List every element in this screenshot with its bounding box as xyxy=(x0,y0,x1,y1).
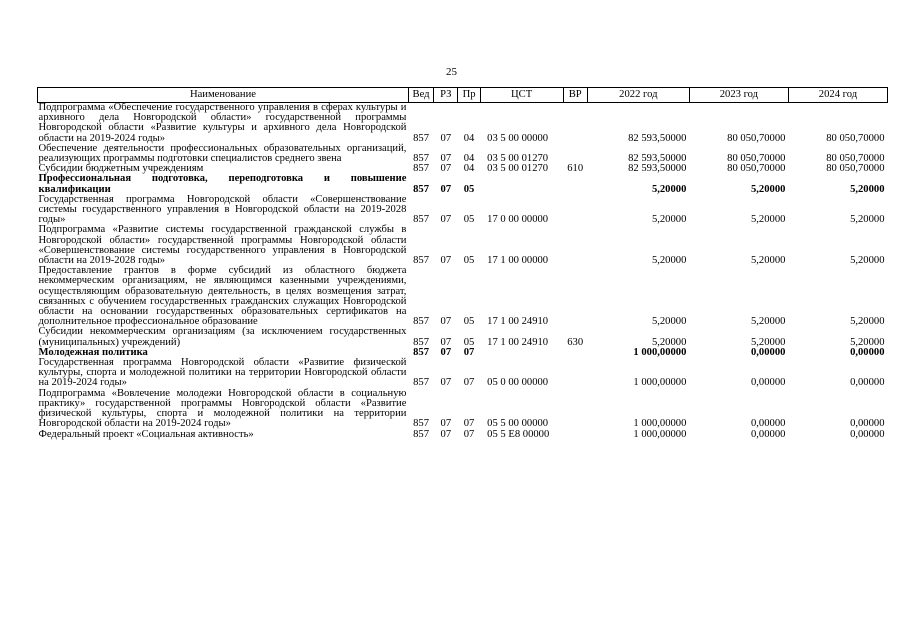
budget-table xyxy=(37,87,888,440)
cell-vr xyxy=(563,174,587,194)
cell-2023: 5,20000 xyxy=(750,255,786,267)
cell-name: Предоставление грантов в форме субсидий из областного бюджета некоммерческим организациям, не являющимся казенными учреждениями, осуществляющим образовательную деятельность, в целях возмещения затрат, связанных с обучением государственных гражданских служащих Новгородской области на основании государственных образовательных сертификатов на дополнительное профессиональное образование xyxy=(38,265,407,328)
cell-2023: 5,20000 xyxy=(750,183,786,195)
cell-ved: 857 xyxy=(413,346,429,358)
cell-rz: 07 xyxy=(440,316,452,328)
cell-cst: 03 5 00 00000 xyxy=(487,132,549,144)
cell-rz: 07 xyxy=(440,418,452,430)
cell-pr: 07 xyxy=(463,346,475,358)
cell-2022: 5,20000 xyxy=(651,336,687,348)
cell-cst xyxy=(480,174,563,194)
cell-pr: 05 xyxy=(463,336,475,348)
cell-2022: 5,20000 xyxy=(651,183,687,195)
cell-ved: 857 xyxy=(413,214,429,226)
cell-cst: 17 1 00 24910 xyxy=(487,316,549,328)
cell-2022: 1 000,00000 xyxy=(633,428,687,440)
cell-ved: 857 xyxy=(413,418,429,430)
cell-name: Профессиональная подготовка, переподготовка и повышение квалификации xyxy=(38,173,407,195)
cell-ved: 857 xyxy=(413,336,429,348)
cell-2024: 5,20000 xyxy=(850,183,885,195)
cell-rz: 07 xyxy=(440,214,452,226)
cell-cst: 17 1 00 00000 xyxy=(487,255,549,267)
cell-2023: 80 050,70000 xyxy=(727,132,786,144)
table-row xyxy=(38,327,888,347)
cell-name: Федеральный проект «Социальная активность» xyxy=(38,428,254,440)
col-header-2022: 2022 год xyxy=(587,88,689,103)
cell-2022: 1 000,00000 xyxy=(633,418,687,430)
cell-2023: 0,00000 xyxy=(750,418,786,430)
col-header-2023: 2023 год xyxy=(689,88,788,103)
table-row xyxy=(38,389,888,430)
cell-pr: 05 xyxy=(463,214,475,226)
cell-name: Подпрограмма «Обеспечение государственного управления в сферах культуры и архивного дела Новгородской области» государственной программы Новгородской области «Развитие культуры и архивного дела Новгородской области на 2019-2024 годы» xyxy=(38,102,407,144)
page-number: 25 xyxy=(446,66,457,78)
cell-2023: 0,00000 xyxy=(750,346,786,358)
cell-name: Государственная программа Новгородской области «Совершенствование системы государственного управления в Новгородской области на 2019-2028 годы» xyxy=(38,193,407,226)
cell-2024: 0,00000 xyxy=(850,377,885,389)
cell-ved: 857 xyxy=(413,132,429,144)
cell-cst: 17 1 00 24910 xyxy=(487,336,549,348)
cell-vr xyxy=(563,144,587,164)
col-header-rz: РЗ xyxy=(434,88,458,103)
cell-cst: 03 5 00 01270 xyxy=(487,153,549,165)
cell-2022: 82 593,50000 xyxy=(628,163,687,175)
cell-cst: 05 0 00 00000 xyxy=(487,377,549,389)
cell-ved: 857 xyxy=(413,255,429,267)
cell-vr: 610 xyxy=(567,163,584,175)
cell-cst: 05 5 E8 00000 xyxy=(487,428,550,440)
cell-2022: 82 593,50000 xyxy=(628,153,687,165)
cell-rz: 07 xyxy=(440,336,452,348)
cell-2024: 5,20000 xyxy=(850,316,885,328)
cell-vr xyxy=(563,225,587,266)
table-row xyxy=(38,225,888,266)
cell-2024: 80 050,70000 xyxy=(826,163,885,175)
cell-rz: 07 xyxy=(440,428,452,440)
col-header-2024: 2024 год xyxy=(788,88,887,103)
cell-pr: 07 xyxy=(463,377,475,389)
col-header-ved: Вед xyxy=(408,88,433,103)
cell-rz: 07 xyxy=(440,132,452,144)
table-row xyxy=(38,266,888,327)
cell-name: Молодежная политика xyxy=(38,346,148,358)
cell-2024: 0,00000 xyxy=(850,428,885,440)
cell-2022: 5,20000 xyxy=(651,214,687,226)
cell-2023: 5,20000 xyxy=(750,214,786,226)
table-row xyxy=(38,144,888,164)
cell-2024: 5,20000 xyxy=(850,214,885,226)
table-body xyxy=(38,103,888,440)
cell-cst: 17 0 00 00000 xyxy=(487,214,549,226)
cell-name: Государственная программа Новгородской области «Развитие физической культуры, спорта и молодежной политики на территории Новгородской области на 2019-2024 годы» xyxy=(38,357,407,389)
cell-ved: 857 xyxy=(413,153,429,165)
cell-pr: 04 xyxy=(463,132,475,144)
col-header-cst: ЦСТ xyxy=(480,88,563,103)
cell-pr: 04 xyxy=(463,163,475,175)
cell-2022: 1 000,00000 xyxy=(633,346,687,358)
cell-pr: 05 xyxy=(463,316,475,328)
cell-2024: 5,20000 xyxy=(850,336,885,348)
cell-pr: 04 xyxy=(463,153,475,165)
cell-name: Подпрограмма «Вовлечение молодежи Новгородской области в социальную практику» государственной программы Новгородской области «Развитие физической культуры, спорта и молодежной политики на территории Новгородской области на 2019-2024 годы» xyxy=(38,387,407,430)
cell-pr: 05 xyxy=(463,255,475,267)
cell-pr: 05 xyxy=(463,183,475,195)
cell-vr xyxy=(563,348,587,358)
table-row xyxy=(38,430,888,440)
cell-vr xyxy=(563,195,587,226)
cell-ved: 857 xyxy=(413,377,429,389)
cell-vr xyxy=(563,103,587,144)
table-row xyxy=(38,103,888,144)
col-header-vr: ВР xyxy=(563,88,587,103)
table-row xyxy=(38,358,888,389)
cell-ved: 857 xyxy=(413,183,429,195)
cell-2023: 0,00000 xyxy=(750,428,786,440)
table-row xyxy=(38,174,888,194)
col-header-pr: Пр xyxy=(458,88,480,103)
cell-2023: 5,20000 xyxy=(750,336,786,348)
cell-2024: 0,00000 xyxy=(850,418,885,430)
cell-2022: 1 000,00000 xyxy=(633,377,687,389)
cell-cst: 05 5 00 00000 xyxy=(487,418,549,430)
cell-2023: 80 050,70000 xyxy=(727,153,786,165)
cell-2023: 80 050,70000 xyxy=(727,163,786,175)
table-header-row xyxy=(38,88,888,103)
cell-vr xyxy=(563,389,587,430)
cell-2022: 5,20000 xyxy=(651,255,687,267)
cell-rz: 07 xyxy=(440,183,452,195)
cell-2023: 0,00000 xyxy=(750,377,786,389)
cell-rz: 07 xyxy=(440,163,452,175)
cell-name: Субсидии бюджетным учреждениям xyxy=(38,163,204,175)
cell-2023: 5,20000 xyxy=(750,316,786,328)
cell-cst xyxy=(480,348,563,358)
cell-vr xyxy=(563,358,587,389)
cell-2024: 5,20000 xyxy=(850,255,885,267)
cell-ved: 857 xyxy=(413,316,429,328)
cell-vr: 630 xyxy=(567,336,584,348)
cell-2024: 80 050,70000 xyxy=(826,153,885,165)
cell-ved: 857 xyxy=(413,428,429,440)
cell-vr xyxy=(563,266,587,327)
cell-name: Субсидии некоммерческим организациям (за исключением государственных (муниципальных) учреждений) xyxy=(38,326,407,348)
cell-2024: 0,00000 xyxy=(850,346,885,358)
cell-pr: 07 xyxy=(463,428,475,440)
cell-2022: 82 593,50000 xyxy=(628,132,687,144)
cell-2022: 5,20000 xyxy=(651,316,687,328)
cell-rz: 07 xyxy=(440,153,452,165)
cell-rz: 07 xyxy=(440,377,452,389)
cell-cst: 03 5 00 01270 xyxy=(487,163,549,175)
col-header-name: Наименование xyxy=(38,88,409,103)
cell-pr: 07 xyxy=(463,418,475,430)
cell-name: Обеспечение деятельности профессиональных образовательных организаций, реализующих программы подготовки специалистов среднего звена xyxy=(38,142,407,165)
cell-rz: 07 xyxy=(440,346,452,358)
table-row xyxy=(38,195,888,226)
cell-name: Подпрограмма «Развитие системы государственной гражданской службы в Новгородской области» государственной программы Новгородской области «Совершенствование системы государственного управления в Новгородской области на 2019-2028 годы» xyxy=(38,224,407,267)
cell-ved: 857 xyxy=(413,163,429,175)
cell-2024: 80 050,70000 xyxy=(826,132,885,144)
cell-vr xyxy=(563,430,587,440)
cell-rz: 07 xyxy=(440,255,452,267)
